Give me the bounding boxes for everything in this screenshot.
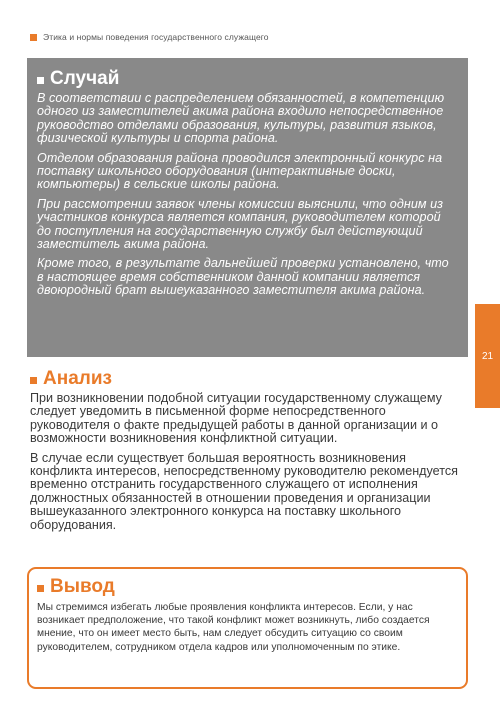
white-square-bullet-icon (37, 77, 44, 84)
conclusion-heading (37, 573, 458, 601)
analysis-heading (30, 367, 462, 391)
case-paragraph: В соответствии с распределением обязанностей, в компетенцию одного из заместителей акима района входило непосредственное руководство отделами образования, культуры, развития языков, физической культуры и спорта района. (37, 91, 445, 146)
case-section (27, 58, 468, 357)
orange-square-bullet-icon (30, 34, 37, 41)
conclusion-text: Мы стремимся избегать любые проявления конфликта интересов. Если, у нас возникает предположение, что такой конфликт может возникнуть, либо создается мнение, что он имеет место быть, нам следует обсудить ситуацию со своим руководителем, сотрудником отдела кадров или уполномоченным по этике. (37, 602, 430, 653)
analysis-title: Анализ (43, 368, 112, 389)
page-number-tab (475, 304, 500, 408)
analysis-paragraph: При возникновении подобной ситуации государственному служащему следует уведомить в письменной форме непосредственного руководителя о факте предыдущей работы в данной организации и о возможности возникновения конфликтной ситуации. (30, 391, 442, 446)
case-title: Случай (50, 68, 120, 89)
orange-square-bullet-icon (30, 377, 37, 384)
analysis-paragraph: В случае если существует большая вероятность возникновения конфликта интересов, непосредственному руководителю рекомендуется временно отстранить государственного служащего от исполнения должностных обязанностей в отношении проведения и организации вышеуказанного электронного конкурса на поставку школьного оборудования. (30, 450, 458, 532)
header-title: Этика и нормы поведения государственного служащего (43, 32, 269, 42)
case-paragraph: Кроме того, в результате дальнейшей проверки установлено, что в настоящее время собственником данной компании является двоюродный брат вышеуказанного заместителя акима района. (37, 256, 449, 298)
case-paragraph: Отделом образования района проводился электронный конкурс на поставку школьного оборудования (интерактивные доски, компьютеры) в сельские школы района. (37, 150, 443, 192)
page-number: 21 (481, 350, 494, 362)
conclusion-box (27, 567, 468, 689)
case-heading (37, 66, 458, 92)
case-paragraph: При рассмотрении заявок члены комиссии выяснили, что одним из участников конкурса является компания, руководителем которой до поступления на государственную службу был действующий заместитель акима района. (37, 196, 444, 252)
page-header (30, 30, 269, 44)
orange-square-bullet-icon (37, 585, 44, 592)
analysis-section (30, 367, 462, 538)
conclusion-title: Вывод (50, 576, 115, 597)
